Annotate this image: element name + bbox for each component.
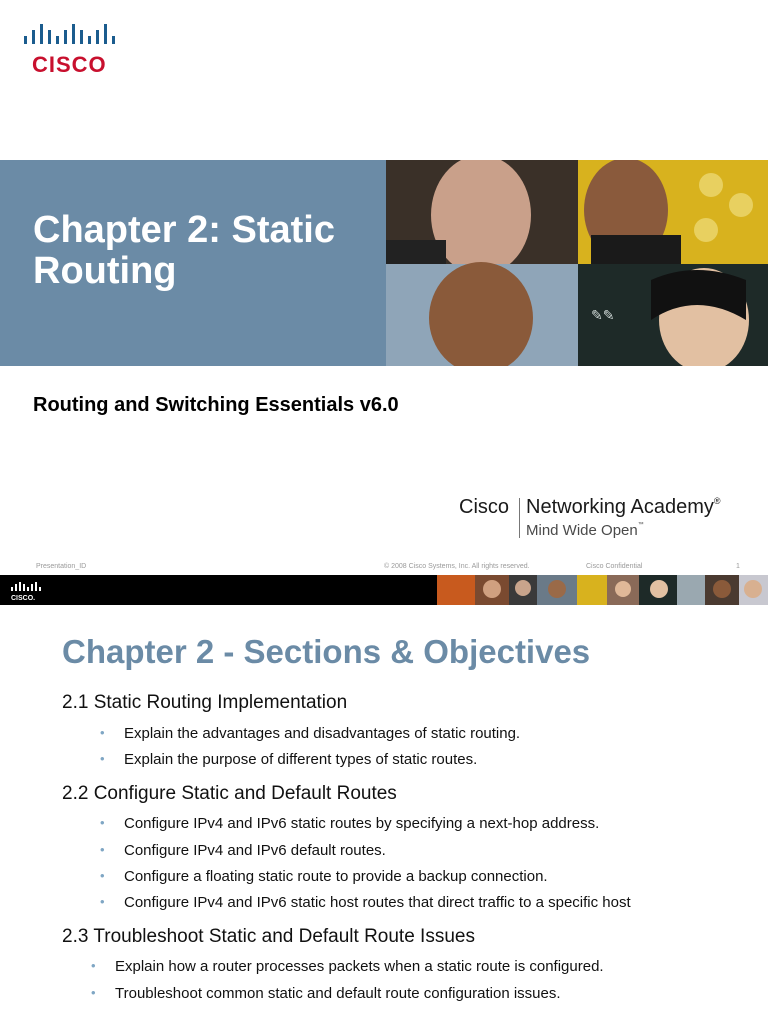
students-photo-collage	[386, 160, 768, 366]
bullet-item	[91, 985, 561, 1002]
footer-confidential: Cisco Confidential	[586, 563, 643, 570]
bullet-dot-icon: •	[100, 725, 105, 740]
bullet-item	[100, 868, 548, 885]
bullet-text: Configure IPv4 and IPv6 static routes by specifying a next-hop address.	[124, 815, 600, 832]
academy-divider	[519, 498, 520, 538]
people-photo-strip	[437, 575, 768, 605]
section-title: 2.1 Static Routing Implementation	[62, 692, 348, 713]
bullet-text: Configure a floating static route to provide a backup connection.	[124, 868, 548, 885]
bullet-item	[91, 958, 604, 975]
cisco-logo-bars-icon	[24, 24, 116, 50]
bullet-text: Troubleshoot common static and default route configuration issues.	[115, 985, 561, 1002]
academy-tagline	[526, 522, 644, 539]
bullet-item	[100, 894, 631, 911]
top-banner	[0, 575, 768, 605]
bullet-text: Configure IPv4 and IPv6 default routes.	[124, 842, 386, 859]
cisco-logo-wordmark: CISCO	[32, 52, 107, 77]
section-title: 2.2 Configure Static and Default Routes	[62, 783, 397, 804]
bullet-dot-icon: •	[91, 985, 96, 1000]
bullet-item	[100, 842, 386, 859]
tagline-text: Mind Wide Open	[526, 522, 638, 539]
objectives-slide	[0, 575, 768, 1024]
footer-page-number: 1	[736, 563, 740, 570]
bullet-dot-icon: •	[100, 751, 105, 766]
bullet-item	[100, 751, 478, 768]
bullet-dot-icon: •	[100, 815, 105, 830]
networking-academy-logo	[459, 496, 749, 544]
small-logo-text: CISCO.	[11, 595, 36, 601]
slide-subtitle: Routing and Switching Essentials v6.0	[33, 394, 399, 416]
slide-heading: Chapter 2 - Sections & Objectives	[62, 633, 591, 670]
bullet-text: Explain the advantages and disadvantages of static routing.	[124, 725, 521, 742]
bullet-dot-icon: •	[100, 868, 105, 883]
title-panel	[0, 160, 386, 366]
slide-title: Chapter 2: Static Routing	[33, 209, 335, 292]
footer-presentation-id: Presentation_ID	[36, 563, 87, 570]
bullet-item	[100, 725, 521, 742]
bullet-text: Explain the purpose of different types of static routes.	[124, 751, 478, 768]
section-title: 2.3 Troubleshoot Static and Default Route Issues	[62, 926, 475, 947]
hero-banner	[0, 160, 768, 366]
bullet-dot-icon: •	[91, 958, 96, 973]
cisco-small-logo	[10, 581, 44, 601]
bullet-dot-icon: •	[100, 842, 105, 857]
bullet-text: Configure IPv4 and IPv6 static host routes that direct traffic to a specific host	[124, 894, 631, 911]
academy-name-text: Networking Academy	[526, 496, 714, 518]
academy-name-networking	[526, 496, 721, 519]
bullet-dot-icon: •	[100, 894, 105, 909]
registered-mark: ®	[713, 496, 721, 506]
footer-copyright: © 2008 Cisco Systems, Inc. All rights reserved.	[384, 563, 530, 570]
bullet-item	[100, 815, 600, 832]
trademark-mark: ™	[637, 522, 644, 528]
bullet-text: Explain how a router processes packets when a static route is configured.	[115, 958, 604, 975]
svg-text:✎✎: ✎✎	[591, 308, 615, 324]
academy-name-cisco: Cisco	[459, 496, 510, 518]
